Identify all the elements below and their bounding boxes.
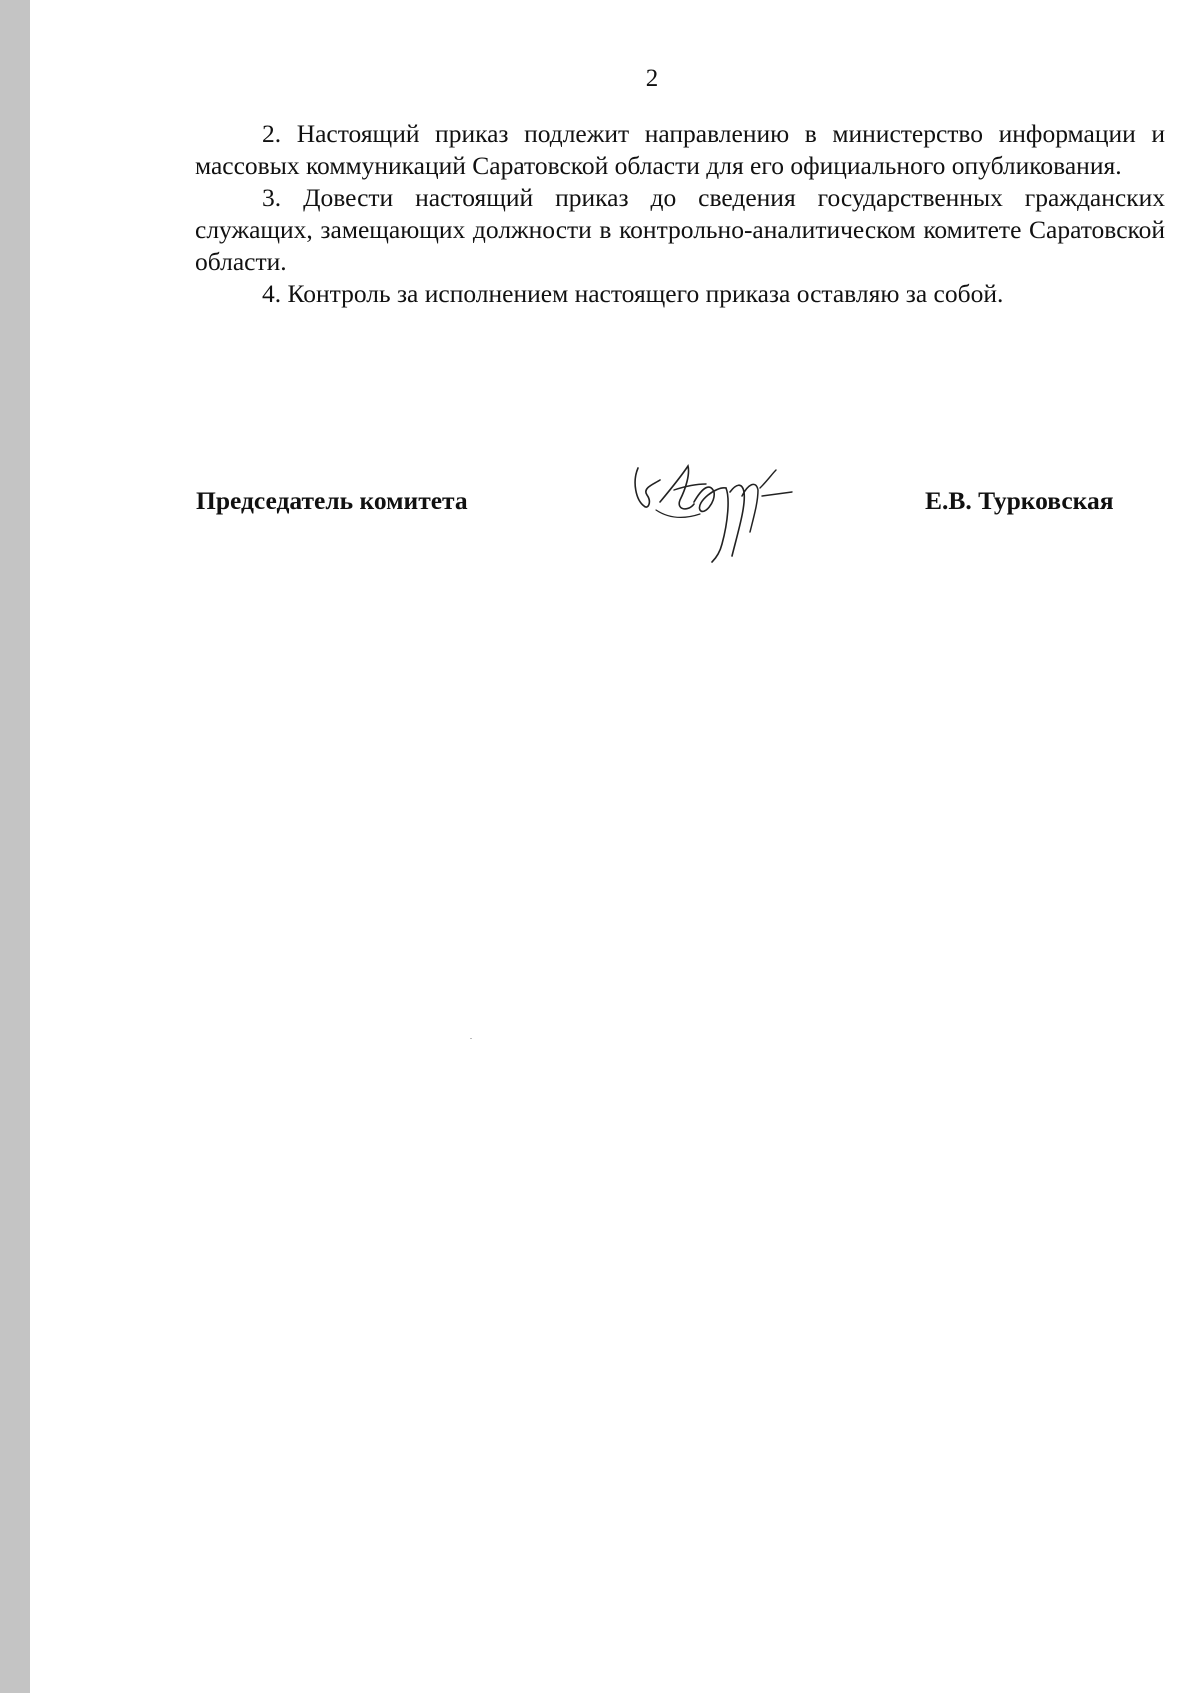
paragraph-2: 2. Настоящий приказ подлежит направлению в министерство информации и массовых коммуникаций Саратовской области для его официального опубликования. [195,119,1165,180]
scan-speck [470,1038,472,1039]
signature-block [30,462,1200,572]
page-number: 2 [645,65,659,92]
handwritten-signature [630,462,810,572]
document-page [30,0,1200,1693]
document-body [195,118,1165,310]
scan-margin [0,0,30,1693]
paragraph-3: 3. Довести настоящий приказ до сведения государственных гражданских служащих, замещающих должности в контрольно-аналитическом комитете Саратовской области. [195,183,1165,276]
paragraph-4: 4. Контроль за исполнением настоящего приказа оставляю за собой. [262,279,1004,308]
signatory-name: Е.В. Турковская [925,486,1114,515]
signatory-title: Председатель комитета [196,486,468,515]
